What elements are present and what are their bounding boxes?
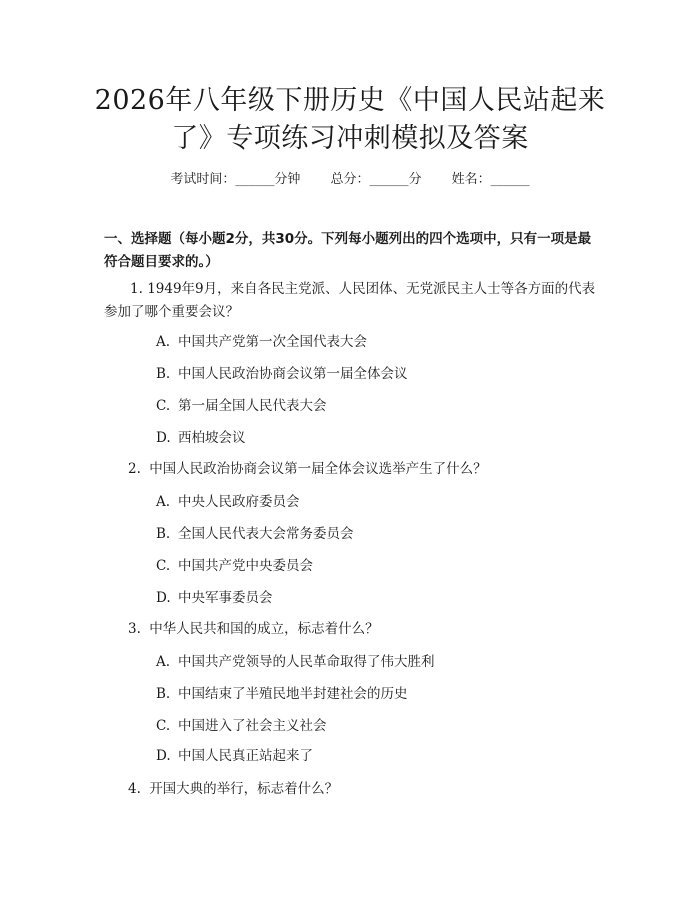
option-text: 中国人民真正站起来了 bbox=[178, 748, 313, 764]
option-letter: A. bbox=[156, 654, 171, 670]
option-letter: C. bbox=[156, 558, 171, 574]
section-heading: 一、选择题（每小题2分，共30分。下列每小题列出的四个选项中，只有一项是最符合题目要求的。） bbox=[104, 231, 592, 270]
option-text: 中央军事委员会 bbox=[178, 590, 273, 606]
option-letter: D. bbox=[156, 430, 171, 446]
option-item bbox=[156, 492, 596, 512]
option-item bbox=[156, 652, 596, 672]
option-letter: B. bbox=[156, 686, 171, 702]
question-text: 中华人民共和国的成立，标志着什么？ bbox=[149, 621, 379, 637]
option-text: 中国结束了半殖民地半封建社会的历史 bbox=[178, 686, 408, 702]
option-letter: D. bbox=[156, 748, 171, 764]
question-number: 1. bbox=[130, 281, 143, 297]
option-item bbox=[156, 332, 596, 352]
document-title bbox=[60, 82, 640, 158]
student-name-field: 姓名：______ bbox=[451, 172, 530, 187]
title-line-1: 2026年八年级下册历史《中国人民站起来 bbox=[94, 85, 606, 116]
title-line-2: 了》专项练习冲刺模拟及答案 bbox=[171, 123, 529, 154]
option-item bbox=[156, 746, 596, 766]
question-text: 1949年9月，来自各民主党派、人民团体、无党派民主人士等各方面的代表参加了哪个重要会议？ bbox=[104, 281, 596, 320]
option-text: 中国共产党中央委员会 bbox=[178, 558, 313, 574]
option-letter: C. bbox=[156, 398, 171, 414]
question-number: 4. bbox=[128, 781, 141, 797]
exam-info-row bbox=[0, 168, 700, 187]
option-text: 中国人民政治协商会议第一届全体会议 bbox=[178, 366, 408, 382]
option-text: 中国进入了社会主义社会 bbox=[178, 718, 327, 734]
question-4 bbox=[128, 778, 604, 801]
option-letter: D. bbox=[156, 590, 171, 606]
option-item bbox=[156, 364, 596, 384]
option-item bbox=[156, 396, 596, 416]
question-1 bbox=[104, 278, 604, 324]
total-score-field: 总分：______分 bbox=[330, 172, 422, 187]
question-text: 开国大典的举行，标志着什么？ bbox=[149, 781, 339, 797]
option-letter: A. bbox=[156, 334, 171, 350]
option-item bbox=[156, 588, 596, 608]
option-text: 第一届全国人民代表大会 bbox=[178, 398, 327, 414]
option-text: 中国共产党领导的人民革命取得了伟大胜利 bbox=[178, 654, 435, 670]
option-letter: B. bbox=[156, 366, 171, 382]
option-item bbox=[156, 524, 596, 544]
question-3 bbox=[128, 618, 604, 641]
question-2 bbox=[128, 458, 604, 481]
option-text: 全国人民代表大会常务委员会 bbox=[178, 526, 354, 542]
option-letter: A. bbox=[156, 494, 171, 510]
option-item bbox=[156, 428, 596, 448]
option-text: 中央人民政府委员会 bbox=[178, 494, 300, 510]
option-letter: C. bbox=[156, 718, 171, 734]
option-text: 西柏坡会议 bbox=[178, 430, 246, 446]
question-number: 3. bbox=[128, 621, 141, 637]
option-item bbox=[156, 684, 596, 704]
option-text: 中国共产党第一次全国代表大会 bbox=[178, 334, 367, 350]
question-text: 中国人民政治协商会议第一届全体会议选举产生了什么？ bbox=[149, 461, 487, 477]
option-item bbox=[156, 556, 596, 576]
option-item bbox=[156, 716, 596, 736]
exam-time-field: 考试时间：______分钟 bbox=[170, 172, 301, 187]
question-number: 2. bbox=[128, 461, 141, 477]
option-letter: B. bbox=[156, 526, 171, 542]
